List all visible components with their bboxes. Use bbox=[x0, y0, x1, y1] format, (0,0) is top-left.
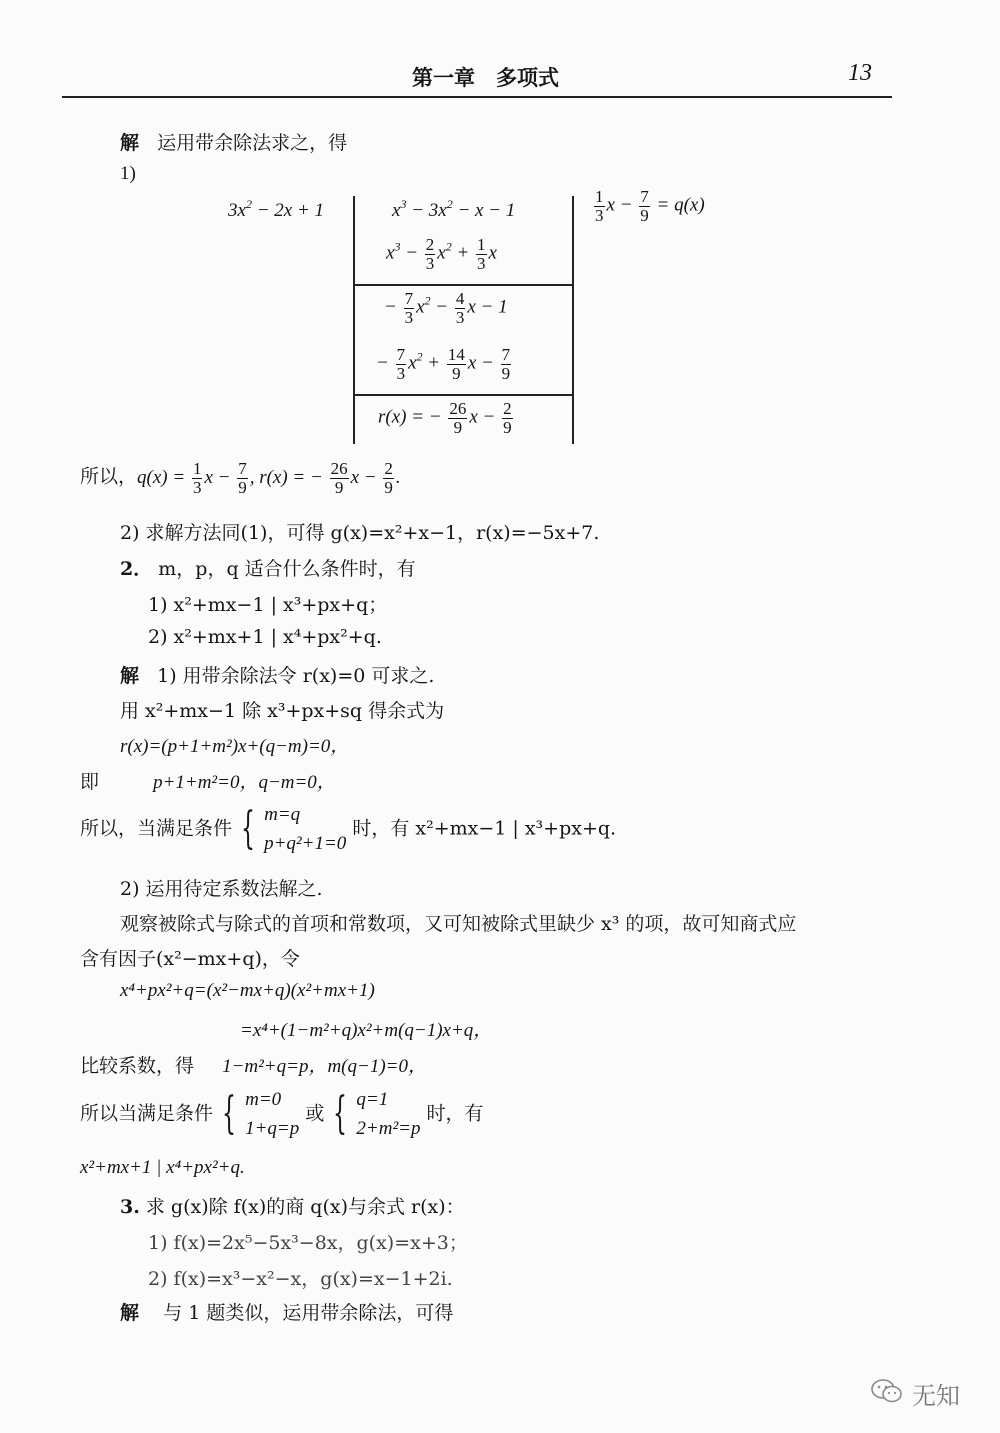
division-rule-2 bbox=[353, 394, 573, 396]
problem3-number: 3. bbox=[120, 1196, 140, 1218]
solution1-conclusion: 所以，q(x) = $\frac{1}{3}$ x − $\frac{7}{9}$ , r(x) = − $\frac{26}{9}$ x − $\frac{2}{9}$ . bbox=[80, 459, 401, 497]
solution2-step1-line bbox=[120, 661, 434, 688]
division-rule-1 bbox=[353, 284, 573, 286]
page-number: 13 bbox=[848, 60, 872, 86]
header-rule bbox=[62, 96, 892, 98]
division-row-1: $x^3$ − $\frac{2}{3}$ $x^2$ + $\frac{1}{3}$ x bbox=[386, 235, 497, 273]
compare-label: 比较系数，得 bbox=[80, 1055, 195, 1077]
condition-suffix: 时，有 x²+mx−1 | x³+px+q. bbox=[352, 817, 617, 840]
condition-prefix: 所以，当满足条件 bbox=[80, 817, 233, 840]
problem2-item2: 2) x²+mx+1 | x⁴+px²+q. bbox=[148, 626, 382, 648]
chapter-title: 第一章 多项式 bbox=[412, 65, 559, 90]
division-bar-right bbox=[572, 196, 574, 444]
final-system-2: q=1 2+m²=p bbox=[356, 1089, 421, 1140]
final-or: 或 bbox=[305, 1102, 325, 1125]
solution2-final-condition: 所以当满足条件 { m=0 1+q=p 或 { q=1 2+m²=p 时，有 bbox=[80, 1085, 484, 1144]
problem3-line bbox=[120, 1192, 465, 1219]
solution2-equation-1: x⁴+px²+q=(x²−mx+q)(x²+mx+1) bbox=[120, 980, 375, 1001]
solution1-line bbox=[120, 128, 347, 155]
divisor: $3x^2 - 2x + 1$ bbox=[228, 197, 325, 221]
solution1-part1: 1) bbox=[120, 163, 136, 184]
solution-label: 解 bbox=[120, 1302, 140, 1324]
solution2-final-equation: x²+mx+1 | x⁴+px²+q. bbox=[80, 1157, 245, 1178]
solution2-remainder: r(x)=(p+1+m²)x+(q−m)=0， bbox=[120, 736, 350, 757]
problem3-item1: 1) f(x)=2x⁵−5x³−8x，g(x)=x+3； bbox=[148, 1232, 468, 1254]
solution2-compare bbox=[80, 1051, 427, 1078]
problem2-text: m，p，q 适合什么条件时，有 bbox=[158, 558, 416, 580]
division-row-3: − $\frac{7}{3}$ $x^2$ + $\frac{14}{9}$ x − $\frac{7}{9}$ bbox=[376, 345, 511, 383]
solution2-observation-2: 含有因子(x²−mx+q)，令 bbox=[80, 948, 300, 970]
division-row-2: − $\frac{7}{3}$ $x^2$ − $\frac{4}{3}$ x − 1 bbox=[384, 289, 508, 327]
problem2-item1: 1) x²+mx−1 | x³+px+q； bbox=[148, 594, 388, 616]
solution3-line bbox=[120, 1298, 453, 1325]
conclusion-prefix: 所以， bbox=[80, 465, 138, 488]
division-remainder: r(x) = − $\frac{26}{9}$ x − $\frac{2}{9}$ bbox=[378, 399, 512, 437]
compare-equation: 1−m²+q=p，m(q−1)=0， bbox=[222, 1056, 427, 1077]
solution1-text: 运用带余除法求之，得 bbox=[157, 132, 348, 154]
final-system-1: m=0 1+q=p bbox=[245, 1089, 300, 1140]
solution2-equation-2: =x⁴+(1−m²+q)x²+m(q−1)x+q， bbox=[240, 1020, 493, 1041]
ji-equation: p+1+m²=0，q−m=0， bbox=[153, 772, 336, 793]
problem3-text: 求 g(x)除 f(x)的商 q(x)与余式 r(x)： bbox=[145, 1196, 465, 1218]
solution1-part2: 2) 求解方法同(1)，可得 g(x)=x²+x−1，r(x)=−5x+7. bbox=[120, 522, 600, 544]
solution-label: 解 bbox=[120, 665, 140, 687]
ji-label: 即 bbox=[80, 771, 100, 793]
problem2-number: 2． bbox=[120, 558, 153, 580]
problem3-item2: 2) f(x)=x³−x²−x，g(x)=x−1+2i. bbox=[148, 1268, 453, 1290]
solution3-text: 与 1 题类似，运用带余除法，可得 bbox=[163, 1302, 454, 1324]
final-prefix: 所以当满足条件 bbox=[80, 1102, 214, 1125]
condition-system: m=q p+q²+1=0 bbox=[264, 804, 347, 855]
solution2-step2: 用 x²+mx−1 除 x³+px+sq 得余式为 bbox=[120, 700, 445, 722]
solution2-condition: 所以，当满足条件 { m=q p+q²+1=0 时，有 x²+mx−1 | x³+px+q. bbox=[80, 800, 616, 859]
quotient: $\frac{1}{3}$ x − $\frac{7}{9}$ = q(x) bbox=[595, 187, 705, 225]
wechat-icon bbox=[870, 1378, 904, 1404]
final-suffix: 时，有 bbox=[426, 1102, 484, 1125]
problem2-line bbox=[120, 554, 416, 581]
solution2-step1: 1) 用带余除法令 r(x)=0 可求之. bbox=[157, 665, 435, 687]
dividend: $x^3 - 3x^2 - x - 1$ bbox=[392, 197, 516, 221]
watermark-text: 无知 bbox=[912, 1382, 960, 1410]
solution2-ji-line bbox=[80, 767, 336, 794]
solution2-part2: 2) 运用待定系数法解之. bbox=[120, 878, 323, 900]
solution2-observation-1: 观察被除式与除式的首项和常数项，又可知被除式里缺少 x³ 的项，故可知商式应 bbox=[120, 913, 797, 935]
division-bar-left bbox=[353, 196, 355, 444]
solution-label: 解 bbox=[120, 132, 140, 154]
